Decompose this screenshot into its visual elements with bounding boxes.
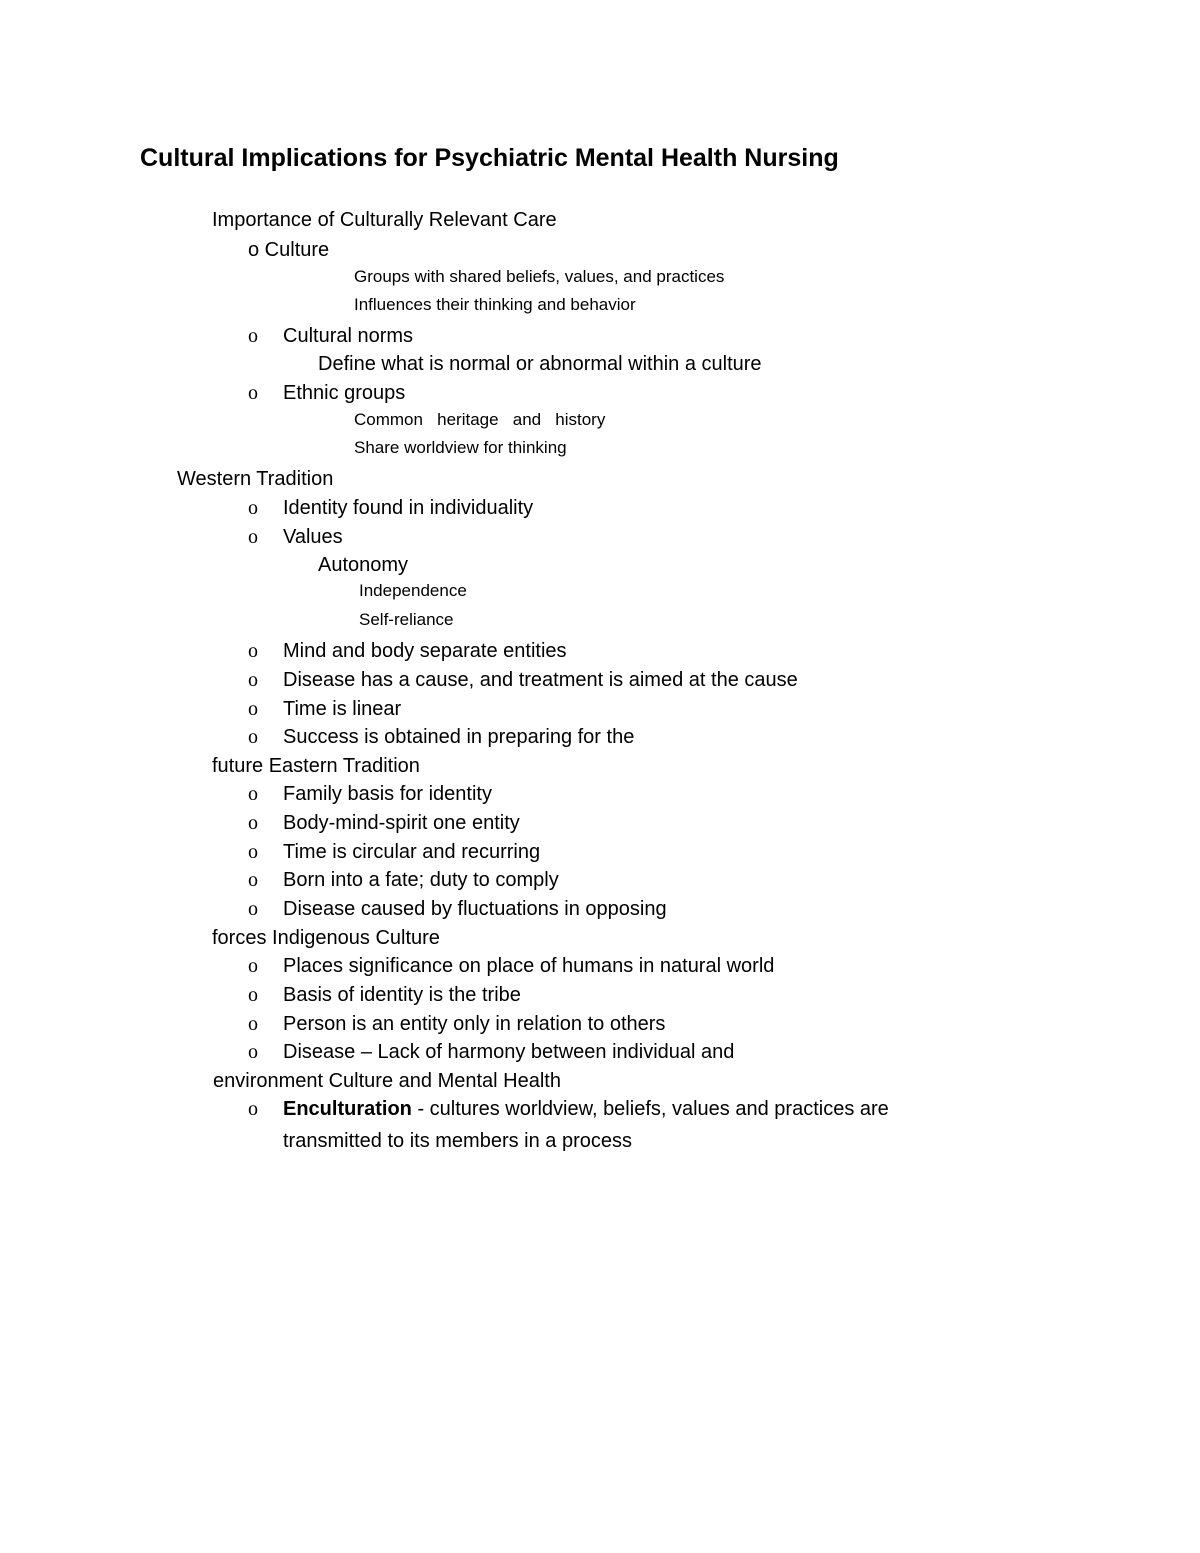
item-born-fate: Born into a fate; duty to comply	[283, 869, 559, 891]
subitem-common-heritage: Common heritage and history	[354, 410, 606, 429]
subitem-self-reliance: Self-reliance	[359, 610, 454, 629]
subitem-share-worldview: Share worldview for thinking	[354, 438, 567, 457]
subitem-independence: Independence	[359, 581, 467, 600]
item-family-basis: Family basis for identity	[283, 783, 492, 805]
item-culture: o Culture	[248, 239, 330, 261]
item-basis-tribe: Basis of identity is the tribe	[283, 984, 521, 1006]
item-disease-harmony: Disease – Lack of harmony between individual and	[283, 1041, 735, 1063]
bullet-icon: o	[248, 898, 258, 920]
heading-western: Western Tradition	[177, 468, 334, 490]
item-enculturation	[283, 1099, 889, 1119]
item-identity-individuality: Identity found in individuality	[283, 497, 534, 519]
enculturation-term: Enculturation	[283, 1098, 412, 1120]
bullet-icon: o	[248, 698, 258, 720]
heading-indigenous: forces Indigenous Culture	[212, 927, 440, 949]
bullet-icon: o	[248, 640, 258, 662]
subitem-autonomy: Autonomy	[318, 554, 409, 576]
bullet-icon: o	[248, 669, 258, 691]
enculturation-definition: - cultures worldview, beliefs, values and practices are	[411, 1098, 889, 1120]
item-mind-body: Mind and body separate entities	[283, 640, 567, 662]
item-disease-fluctuations: Disease caused by fluctuations in opposing	[283, 898, 667, 920]
bullet-icon: o	[248, 1098, 258, 1120]
heading-importance: Importance of Culturally Relevant Care	[212, 209, 557, 231]
item-time-circular: Time is circular and recurring	[283, 841, 541, 863]
item-person-entity: Person is an entity only in relation to others	[283, 1013, 666, 1035]
item-values: Values	[283, 526, 343, 548]
bullet-icon: o	[248, 841, 258, 863]
bullet-icon: o	[248, 955, 258, 977]
bullet-icon: o	[248, 325, 258, 347]
item-body-mind-spirit: Body-mind-spirit one entity	[283, 812, 520, 834]
item-enculturation-continued: transmitted to its members in a process	[283, 1130, 633, 1152]
heading-culture-mental-health: environment Culture and Mental Health	[213, 1070, 561, 1092]
bullet-icon: o	[248, 869, 258, 891]
subitem-influences: Influences their thinking and behavior	[354, 295, 636, 314]
item-time-linear: Time is linear	[283, 698, 402, 720]
subitem-groups: Groups with shared beliefs, values, and practices	[354, 267, 725, 286]
bullet-icon: o	[248, 1013, 258, 1035]
bullet-icon: o	[248, 1041, 258, 1063]
bullet-icon: o	[248, 726, 258, 748]
item-places-significance: Places significance on place of humans in natural world	[283, 955, 775, 977]
item-cultural-norms: Cultural norms	[283, 325, 414, 347]
bullet-icon: o	[248, 783, 258, 805]
heading-eastern: future Eastern Tradition	[212, 755, 420, 777]
bullet-icon: o	[248, 984, 258, 1006]
item-disease-cause: Disease has a cause, and treatment is aimed at the cause	[283, 669, 798, 691]
bullet-icon: o	[248, 497, 258, 519]
bullet-icon: o	[248, 526, 258, 548]
page-title: Cultural Implications for Psychiatric Mental Health Nursing	[140, 144, 839, 172]
item-success: Success is obtained in preparing for the	[283, 726, 635, 748]
bullet-icon: o	[248, 382, 258, 404]
item-ethnic-groups: Ethnic groups	[283, 382, 406, 404]
bullet-icon: o	[248, 812, 258, 834]
subitem-define: Define what is normal or abnormal within a culture	[318, 353, 762, 375]
